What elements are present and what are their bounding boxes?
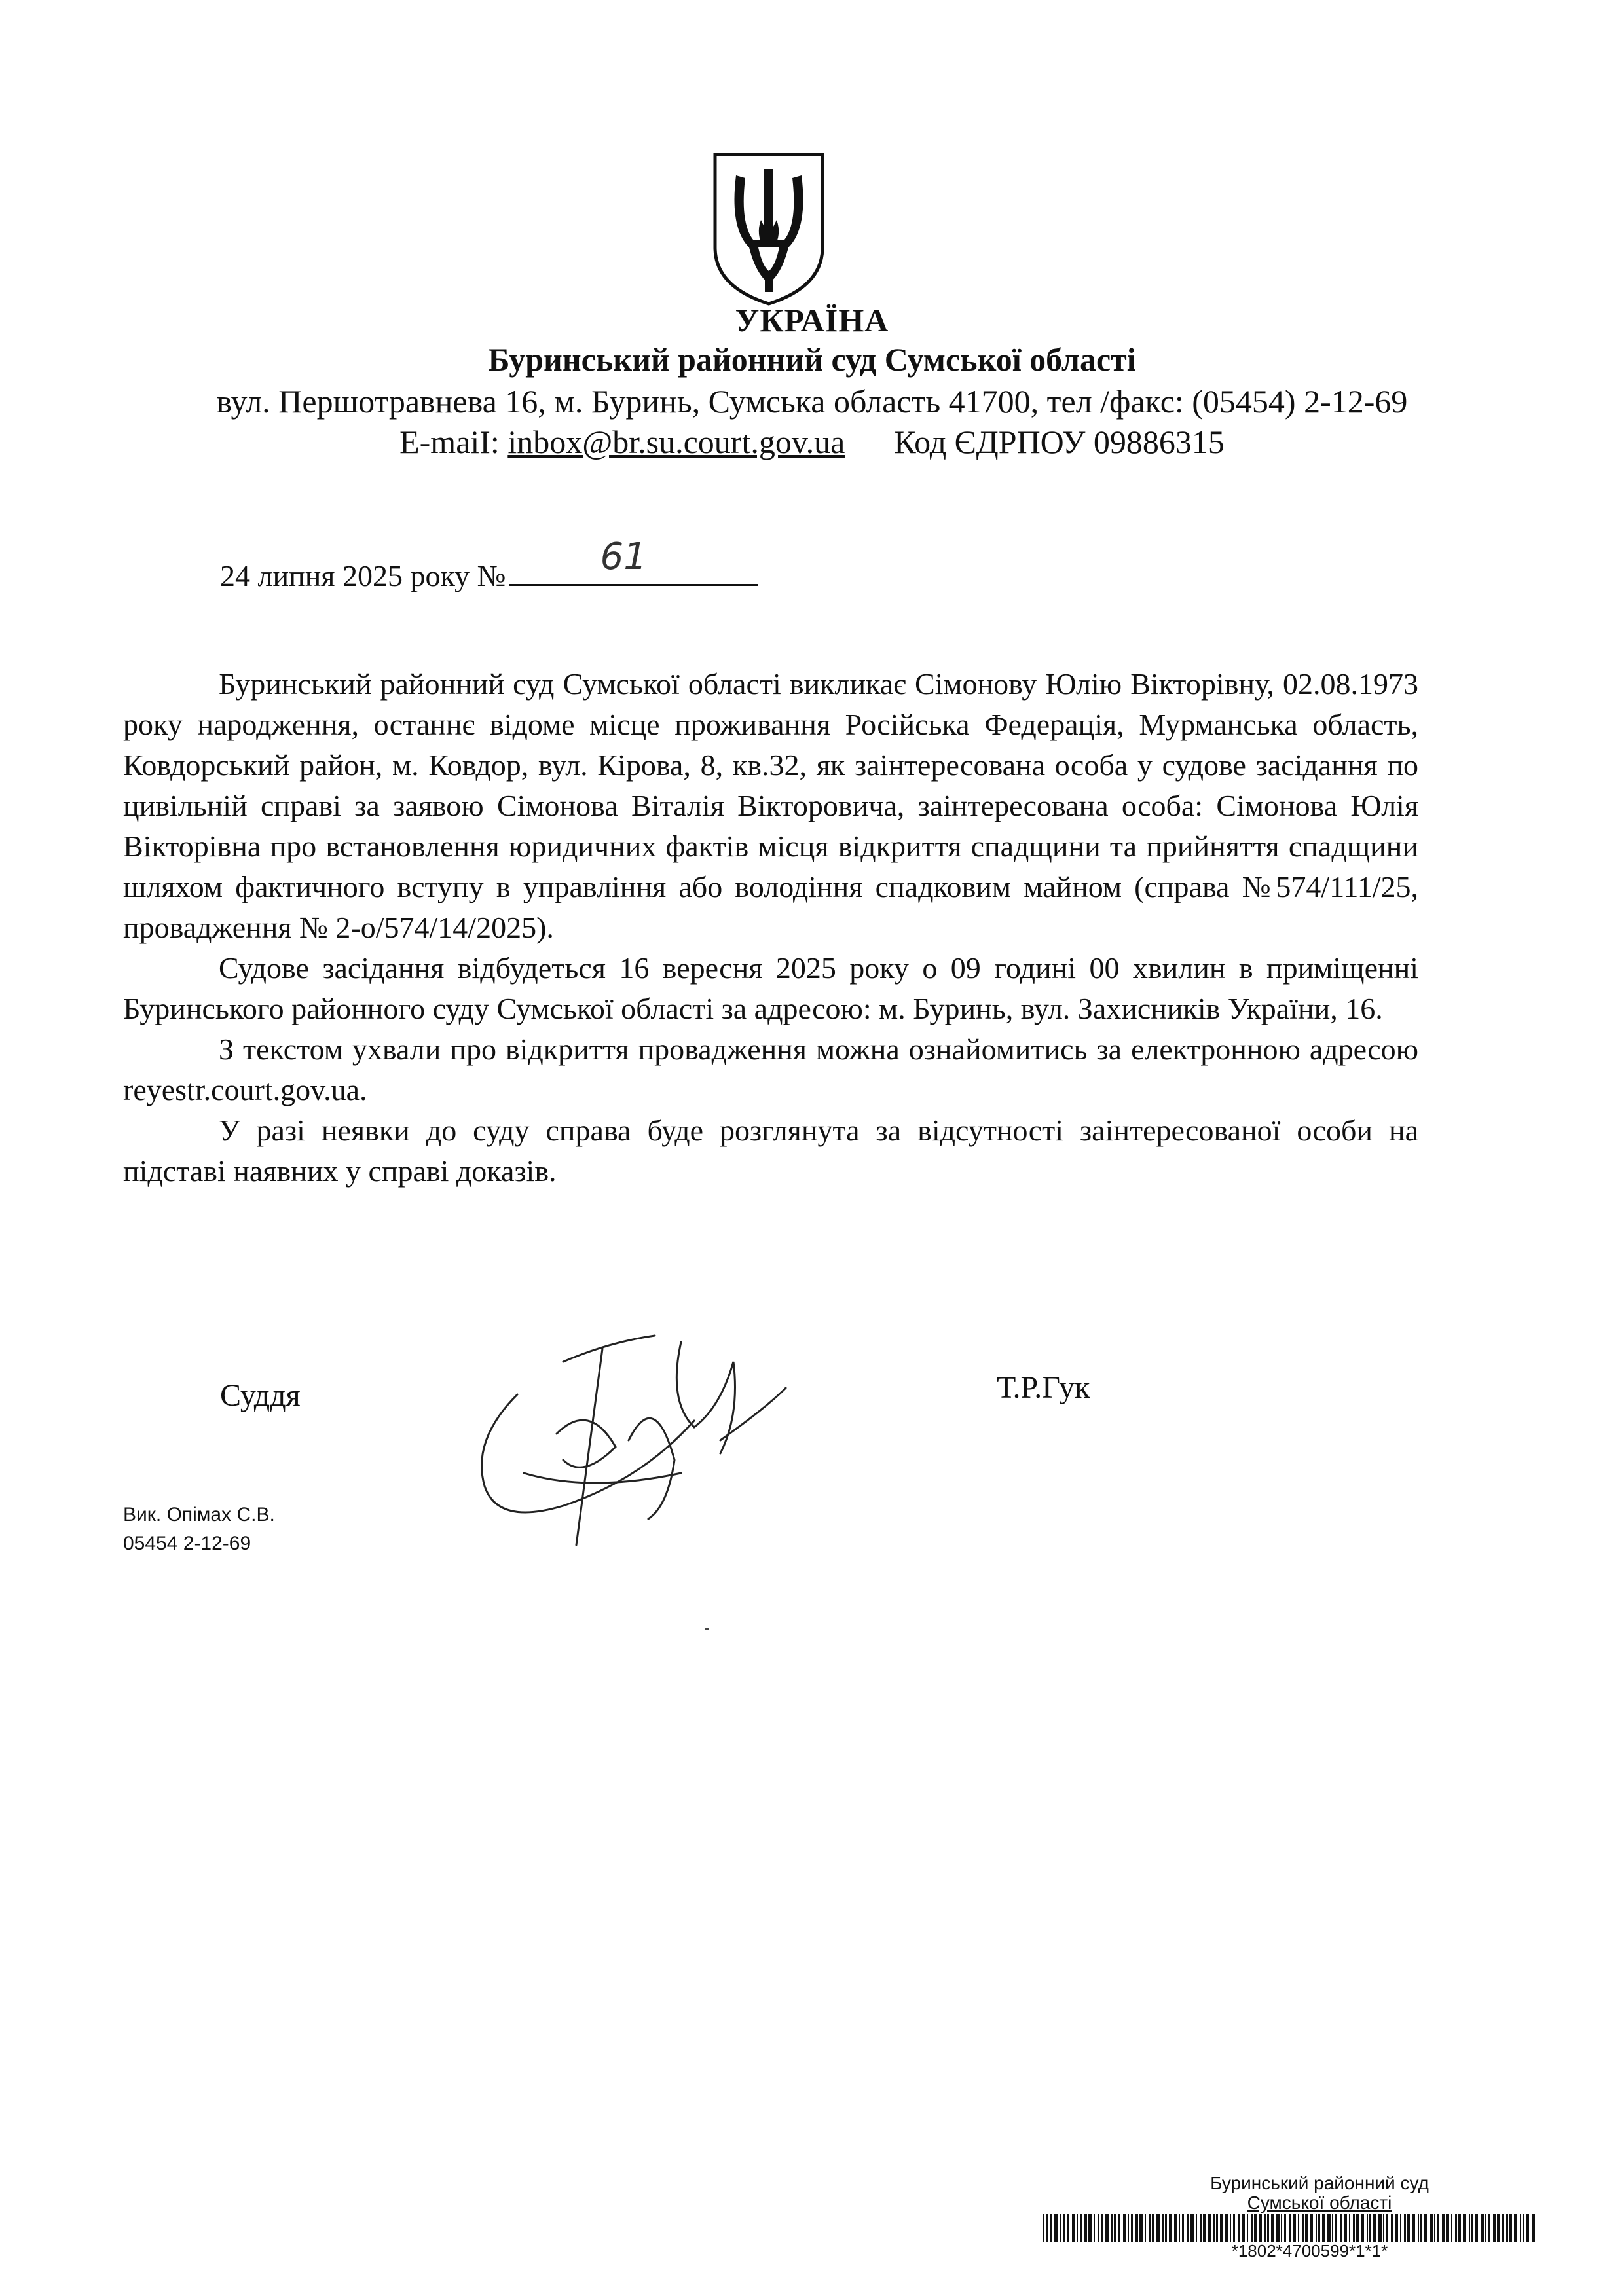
judge-title: Суддя xyxy=(220,1378,301,1413)
body-paragraph: З текстом ухвали про відкриття провадження можна ознайомитись за електронною адресою reyestr.court.gov.ua. xyxy=(123,1032,1418,1106)
number-field xyxy=(509,536,758,586)
scan-speck xyxy=(705,1628,709,1630)
court-name: Буринський районний суд Сумської області xyxy=(488,341,1136,378)
stamp-court-name: Буринський районний суд xyxy=(1210,2173,1429,2193)
letter-body xyxy=(123,664,1418,1192)
executor-phone: 05454 2-12-69 xyxy=(123,1533,251,1554)
email-label: E-maiI: xyxy=(399,424,500,460)
handwritten-number: 61 xyxy=(600,536,647,578)
executor-info xyxy=(123,1501,275,1558)
body-paragraph: У разі неявки до суду справа буде розглянута за відсутності заінтересованої особи на підставі наявних у справі доказів. xyxy=(123,1114,1418,1188)
court-address: вул. Першотравнева 16, м. Буринь, Сумська область 41700, тел /факс: (05454) 2-12-69 xyxy=(216,383,1408,420)
barcode-icon xyxy=(1041,2214,1539,2242)
judge-name: Т.Р.Гук xyxy=(997,1370,1090,1405)
document-date-number xyxy=(220,536,758,593)
executor-name: Вик. Опімах С.В. xyxy=(123,1504,275,1525)
barcode-number: *1802*4700599*1*1* xyxy=(1231,2241,1388,2261)
email-link[interactable]: inbox@br.su.court.gov.ua xyxy=(507,424,845,460)
document-date: 24 липня 2025 року № xyxy=(220,559,506,592)
contacts-line xyxy=(0,423,1624,461)
body-paragraph: Буринський районний суд Сумської області викликає Сімонову Юлію Вікторівну, 02.08.1973 року народження, останнє відоме місце проживання Російська Федерація, Мурманська область, Ковдорський район, м. Ковдор, вул. Кірова, 8, кв.32, як заінтересована особа у судове засідання по цивільній справі за заявою Сімонова Віталія Вікторовича, заінтересована особа: Сімонова Юлія Вікторівна про встановлення юридичних фактів місця відкриття спадщини та прийняття спадщини шляхом фактичного вступу в управління або володіння спадковим майном (справа №574/111/25, провадження № 2-о/574/14/2025). xyxy=(123,667,1418,944)
registration-stamp xyxy=(1041,2174,1539,2260)
stamp-region: Сумської області xyxy=(1247,2193,1392,2213)
country-heading: УКРАЇНА xyxy=(735,302,889,338)
edrpou-code: Код ЄДРПОУ 09886315 xyxy=(894,424,1225,460)
trident-emblem-icon xyxy=(710,149,828,306)
body-paragraph: Судове засідання відбудеться 16 вересня 2025 року о 09 годині 00 хвилин в приміщенні Буринського районного суду Сумської області за адресою: м. Буринь, вул. Захисників України, 16. xyxy=(123,951,1418,1025)
handwritten-signature-icon xyxy=(458,1309,825,1571)
